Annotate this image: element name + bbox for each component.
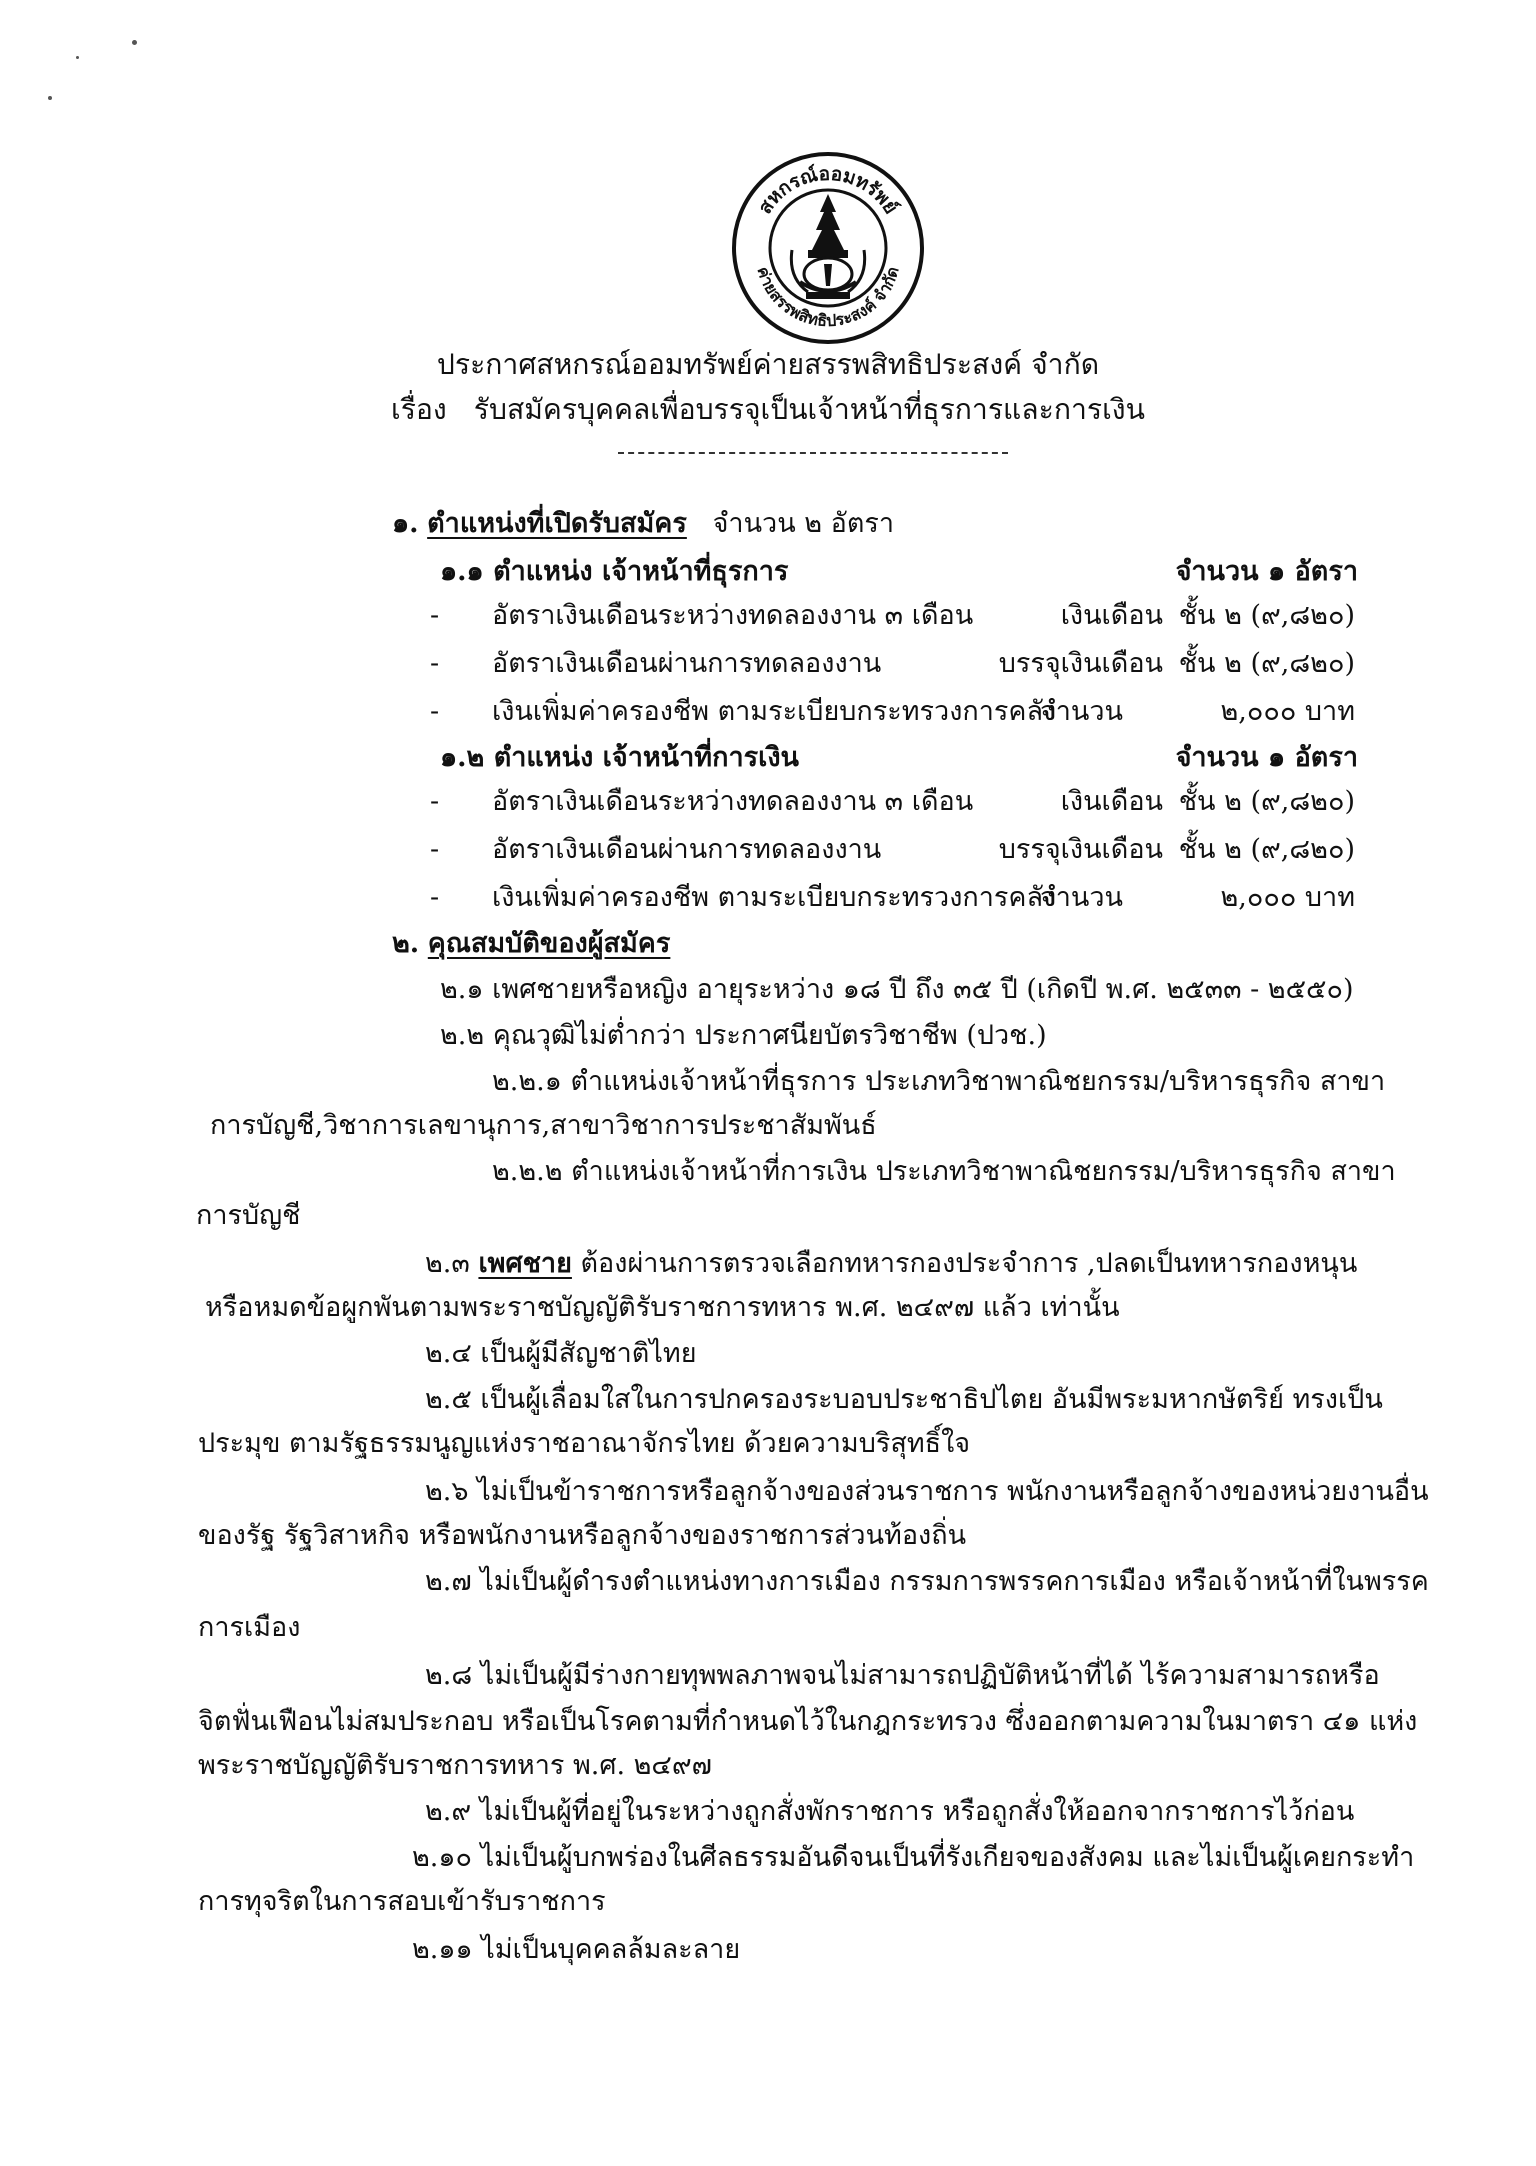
header-divider	[618, 452, 1008, 454]
row-value: ๒,๐๐๐ บาท	[1220, 882, 1355, 913]
svg-text:สหกรณ์ออมทรัพย์: สหกรณ์ออมทรัพย์	[753, 162, 903, 218]
scan-speck	[132, 40, 137, 45]
item-2-2-1-line-1: ๒.๒.๑ ตำแหน่งเจ้าหน้าที่ธุรการ ประเภทวิชาพาณิชยกรรม/บริหารธุรกิจ สาขา	[492, 1066, 1386, 1097]
row-dash: -	[430, 786, 440, 817]
row-value: ชั้น ๒ (๙,๘๒๐)	[1178, 786, 1355, 817]
item-2-3-number: ๒.๓	[425, 1248, 470, 1279]
row-mid: เงินเดือน	[1060, 600, 1163, 631]
row-mid: เงินเดือน	[1060, 786, 1163, 817]
item-2-8-line-3: พระราชบัญญัติรับราชการทหาร พ.ศ. ๒๔๙๗	[198, 1750, 712, 1781]
section-1-heading	[392, 504, 894, 544]
position-1-heading: ๑.๑ ตำแหน่ง เจ้าหน้าที่ธุรการ	[440, 556, 789, 587]
item-2-10-line-1: ๒.๑๐ ไม่เป็นผู้บกพร่องในศีลธรรมอันดีจนเป็นที่รังเกียจของสังคม และไม่เป็นผู้เคยกระทำ	[412, 1842, 1415, 1873]
row-dash: -	[430, 600, 440, 631]
section-1-number: ๑.	[392, 508, 419, 539]
announcement-subject-line	[0, 390, 1536, 430]
row-mid: บรรจุเงินเดือน	[998, 648, 1163, 679]
item-2-4: ๒.๔ เป็นผู้มีสัญชาติไทย	[425, 1338, 697, 1369]
scan-speck	[76, 56, 79, 59]
row-dash: -	[430, 834, 440, 865]
row-text: อัตราเงินเดือนผ่านการทดลองงาน	[492, 834, 882, 865]
section-2-number: ๒.	[392, 928, 420, 959]
item-2-6-line-1: ๒.๖ ไม่เป็นข้าราชการหรือลูกจ้างของส่วนราชการ พนักงานหรือลูกจ้างของหน่วยงานอื่น	[425, 1476, 1429, 1507]
row-value: ชั้น ๒ (๙,๘๒๐)	[1178, 648, 1355, 679]
section-2-title: คุณสมบัติของผู้สมัคร	[427, 928, 671, 959]
row-mid: จำนวน	[1039, 882, 1123, 913]
subject-label: เรื่อง	[391, 393, 447, 426]
announcement-title: ประกาศสหกรณ์ออมทรัพย์ค่ายสรรพสิทธิประสงค์ จำกัด	[436, 348, 1100, 381]
item-2-3-line-1	[425, 1244, 1357, 1284]
row-value: ๒,๐๐๐ บาท	[1220, 696, 1355, 727]
row-mid: บรรจุเงินเดือน	[998, 834, 1163, 865]
row-text: อัตราเงินเดือนระหว่างทดลองงาน ๓ เดือน	[492, 786, 974, 817]
item-2-6-line-2: ของรัฐ รัฐวิสาหกิจ หรือพนักงานหรือลูกจ้างของราชการส่วนท้องถิ่น	[198, 1520, 967, 1551]
item-2-2: ๒.๒ คุณวุฒิไม่ต่ำกว่า ประกาศนียบัตรวิชาชีพ (ปวช.)	[440, 1020, 1047, 1051]
item-2-3-emphasis: เพศชาย	[478, 1248, 572, 1279]
section-1-title: ตำแหน่งที่เปิดรับสมัคร	[427, 508, 687, 539]
row-text: อัตราเงินเดือนระหว่างทดลองงาน ๓ เดือน	[492, 600, 974, 631]
position-1-count: จำนวน ๑ อัตรา	[1175, 556, 1358, 587]
section-2-heading	[392, 924, 670, 964]
item-2-8-line-1: ๒.๘ ไม่เป็นผู้มีร่างกายทุพพลภาพจนไม่สามารถปฏิบัติหน้าที่ได้ ไร้ความสามารถหรือ	[425, 1660, 1380, 1691]
item-2-2-2-line-2: การบัญชี	[196, 1200, 301, 1231]
item-2-5-line-1: ๒.๕ เป็นผู้เลื่อมใสในการปกครองระบอบประชาธิปไตย อันมีพระมหากษัตริย์ ทรงเป็น	[425, 1384, 1383, 1415]
item-2-5-line-2: ประมุข ตามรัฐธรรมนูญแห่งราชอาณาจักรไทย ด้วยความบริสุทธิ์ใจ	[198, 1428, 971, 1459]
item-2-3-line-2: หรือหมดข้อผูกพันตามพระราชบัญญัติรับราชการทหาร พ.ศ. ๒๔๙๗ แล้ว เท่านั้น	[205, 1292, 1120, 1323]
position-2-count: จำนวน ๑ อัตรา	[1175, 742, 1358, 773]
cooperative-seal-logo	[730, 150, 926, 346]
item-2-2-1-line-2: การบัญชี,วิชาการเลขานุการ,สาขาวิชาการประชาสัมพันธ์	[210, 1110, 877, 1141]
item-2-10-line-2: การทุจริตในการสอบเข้ารับราชการ	[198, 1886, 606, 1917]
row-value: ชั้น ๒ (๙,๘๒๐)	[1178, 834, 1355, 865]
item-2-1: ๒.๑ เพศชายหรือหญิง อายุระหว่าง ๑๘ ปี ถึง ๓๕ ปี (เกิดปี พ.ศ. ๒๕๓๓ - ๒๕๕๐)	[440, 974, 1354, 1005]
row-mid: จำนวน	[1039, 696, 1123, 727]
item-2-3-text: ต้องผ่านการตรวจเลือกทหารกองประจำการ ,ปลดเป็นทหารกองหนุน	[580, 1248, 1358, 1279]
position-2-heading: ๑.๒ ตำแหน่ง เจ้าหน้าที่การเงิน	[440, 742, 799, 773]
subject-text: รับสมัครบุคคลเพื่อบรรจุเป็นเจ้าหน้าที่ธุรการและการเงิน	[473, 393, 1145, 426]
row-text: เงินเพิ่มค่าครองชีพ ตามระเบียบกระทรวงการคลัง	[492, 696, 1057, 727]
row-text: อัตราเงินเดือนผ่านการทดลองงาน	[492, 648, 882, 679]
item-2-7-line-2: การเมือง	[198, 1612, 301, 1643]
svg-text:ค่ายสรรพสิทธิประสงค์ จำกัด: ค่ายสรรพสิทธิประสงค์ จำกัด	[753, 264, 903, 331]
row-text: เงินเพิ่มค่าครองชีพ ตามระเบียบกระทรวงการคลัง	[492, 882, 1057, 913]
scan-speck	[48, 96, 52, 100]
row-dash: -	[430, 696, 440, 727]
item-2-8-line-2: จิตฟั่นเฟือนไม่สมประกอบ หรือเป็นโรคตามที่กำหนดไว้ในกฎกระทรวง ซึ่งออกตามความในมาตรา ๔๑ แห่ง	[198, 1706, 1418, 1737]
row-dash: -	[430, 648, 440, 679]
item-2-9: ๒.๙ ไม่เป็นผู้ที่อยู่ในระหว่างถูกสั่งพักราชการ หรือถูกสั่งให้ออกจากราชการไว้ก่อน	[425, 1796, 1355, 1827]
section-1-count: จำนวน ๒ อัตรา	[712, 508, 895, 539]
item-2-2-2-line-1: ๒.๒.๒ ตำแหน่งเจ้าหน้าที่การเงิน ประเภทวิชาพาณิชยกรรม/บริหารธุรกิจ สาขา	[492, 1156, 1396, 1187]
item-2-7-line-1: ๒.๗ ไม่เป็นผู้ดำรงตำแหน่งทางการเมือง กรรมการพรรคการเมือง หรือเจ้าหน้าที่ในพรรค	[425, 1566, 1429, 1597]
row-dash: -	[430, 882, 440, 913]
item-2-11: ๒.๑๑ ไม่เป็นบุคคลล้มละลาย	[412, 1934, 741, 1965]
row-value: ชั้น ๒ (๙,๘๒๐)	[1178, 600, 1355, 631]
